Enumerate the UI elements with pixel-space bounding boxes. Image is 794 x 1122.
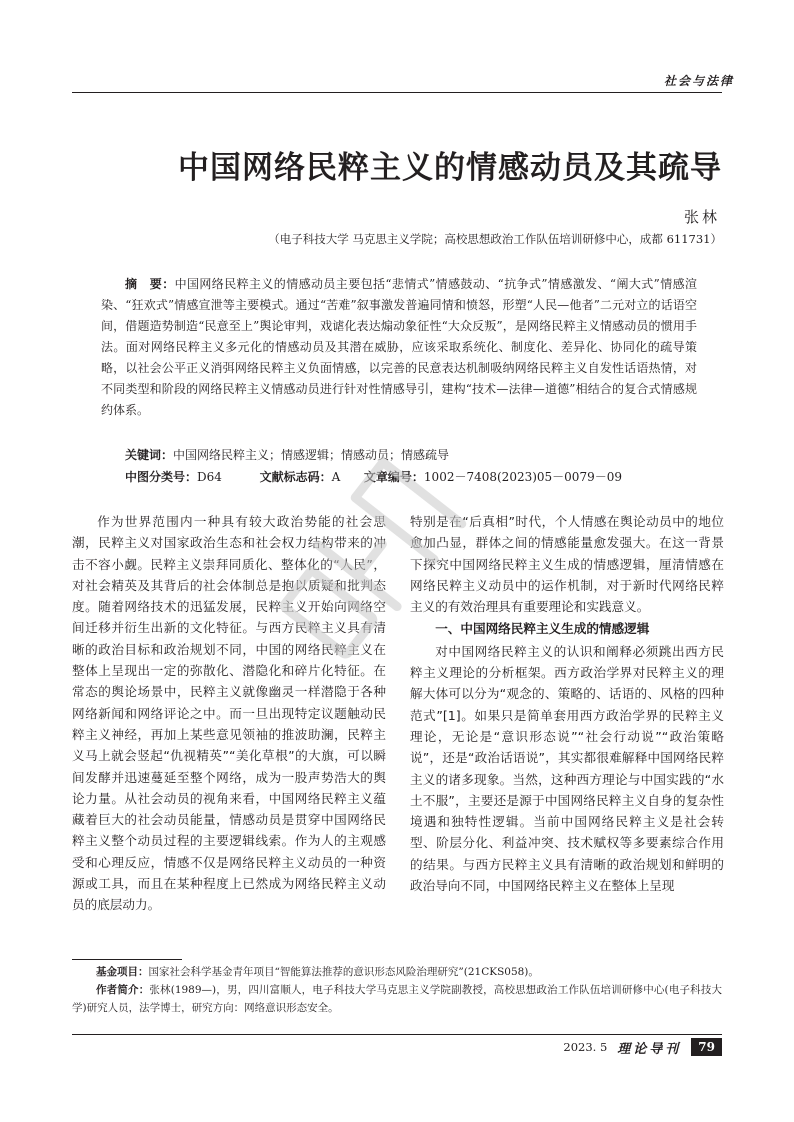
author-affiliation: （电子科技大学 马克思主义学院；高校思想政治工作队伍培训研修中心，成都 611731）: [268, 232, 722, 246]
body-paragraph: 对中国网络民粹主义的认识和阐释必须跳出西方民粹主义理论的分析框架。西方政治学界对民粹主义的理解大体可以分为“观念的、策略的、话语的、风格的四种范式”[1]。如果只是简单套用西方政治学界的民粹主义理论，无论是“意识形态说”“社会行动说”“政治策略说”，还是“政治话语说”，其实都很难解释中国网络民粹主义的诸多现象。当然，这种西方理论与中国实践的“水土不服”，主要还是源于中国网络民粹主义自身的复杂性境遇和独特性逻辑。当前中国网络民粹主义是社会转型、阶层分化、利益冲突、技术赋权等多要素综合作用的结果。与西方民粹主义具有清晰的政治规划和鲜明的政治导向不同，中国网络民粹主义在整体上呈现: [410, 643, 724, 894]
header-rule: [72, 92, 722, 93]
clc-value: D64: [197, 470, 222, 484]
keywords-label: 关键词：: [125, 448, 174, 462]
fund-text: 国家社会科学基金青年项目“智能算法推荐的意识形态风险治理研究”(21CKS058)。: [148, 966, 539, 978]
abstract-label: 摘 要：: [125, 277, 175, 291]
body-paragraph: 作为世界范围内一种具有较大政治势能的社会思潮，民粹主义对国家政治生态和社会权力结构带来的冲击不容小觑。民粹主义崇拜同质化、整体化的“人民”，对社会精英及其背后的社会体制总是抱以质疑和批判态度。随着网络技术的迅猛发展，民粹主义开始向网络空间迁移并衍生出新的文化特征。与西方民粹主义具有清晰的政治目标和政治规划不同，中国的网络民粹主义在整体上呈现出一定的弥散化、潜隐化和碎片化特征。在常态的舆论场景中，民粹主义就像幽灵一样潜隐于各种网络新闻和网络评论之中。而一旦出现特定议题触动民粹主义神经，再加上某些意见领袖的推波助澜，民粹主义马上就会竖起“仇视精英”“美化草根”的大旗，可以瞬间发酵并迅速蔓延至整个网络，成为一股声势浩大的舆论力量。从社会动员的视角来看，中国网络民粹主义蕴藏着巨大的社会动员能量，情感动员是贯穿中国网络民粹主义整个动员过程的主要逻辑线索。作为人的主观感受和心理反应，情感不仅是网络民粹主义动员的一种资源或工具，而且在某种程度上已然成为网络民粹主义动员的底层动力。: [72, 514, 386, 913]
author-note: [72, 981, 722, 1017]
article-title: 中国网络民粹主义的情感动员及其疏导: [178, 150, 722, 186]
abstract-text: 中国网络民粹主义的情感动员主要包括“悲情式”情感鼓动、“抗争式”情感激发、“阐大式”情感渲染、“狂欢式”情感宣泄等主要模式。通过“苦难”叙事激发普遍同情和愤怒，形塑“人民—他者”二元对立的话语空间，借题造势制造“民意至上”舆论审判，戏谑化表达煽动象征性“大众反叛”，是网络民粹主义情感动员的惯用手法。面对网络民粹主义多元化的情感动员及其潜在威胁，应该采取系统化、制度化、差异化、协同化的疏导策略，以社会公平正义消弭网络民粹主义负面情感，以完善的民意表达机制吸纳网络民粹主义自发性话语热情，对不同类型和阶段的网络民粹主义情感动员进行针对性情感导引，建构“技术—法律—道德”相结合的复合式情感规约体系。: [101, 277, 697, 417]
body-paragraph: 特别是在“后真相”时代，个人情感在舆论动员中的地位愈加凸显，群体之间的情感能量愈发强大。在这一背景下探究中国网络民粹主义生成的情感逻辑，厘清情感在网络民粹主义动员中的运作机制，对于新时代网络民粹主义的有效治理具有重要理论和实践意义。: [410, 514, 724, 615]
body-right-column: [410, 511, 724, 896]
column-name: 社会与法律: [663, 74, 734, 88]
author-note-text: 张林(1989—)，男，四川富顺人，电子科技大学马克思主义学院副教授，高校思想政治工作队伍培训研修中心(电子科技大学)研究人员，法学博士，研究方向：网络意识形态安全。: [72, 984, 723, 1014]
author-name: 张林: [683, 208, 720, 226]
footer-rule: [72, 1034, 722, 1035]
article-no-value: 1002－7408(2023)05－0079－09: [423, 470, 622, 484]
abstract: [101, 274, 697, 421]
footnote-rule: [72, 959, 182, 960]
footer: [563, 1038, 722, 1056]
body-left-column: [72, 511, 386, 916]
classification-line: [125, 467, 715, 488]
author-note-label: 作者简介：: [96, 984, 150, 996]
running-header: [664, 72, 734, 89]
footer-issue: 2023. 5: [563, 1040, 608, 1054]
keywords: [125, 445, 705, 466]
fund-label: 基金项目：: [96, 966, 149, 978]
doc-code-label: 文献标志码：: [259, 470, 332, 484]
doc-code-value: A: [331, 470, 341, 484]
keywords-text: 中国网络民粹主义；情感逻辑；情感动员；情感疏导: [173, 448, 450, 462]
footer-page-number: 79: [691, 1038, 722, 1056]
clc-label: 中图分类号：: [125, 470, 198, 484]
footer-journal-name: 理论导刊: [617, 1041, 682, 1057]
fund-note: [96, 963, 726, 981]
article-no-label: 文章编号：: [363, 470, 424, 484]
section-heading: 一、中国网络民粹主义生成的情感逻辑: [435, 621, 650, 637]
